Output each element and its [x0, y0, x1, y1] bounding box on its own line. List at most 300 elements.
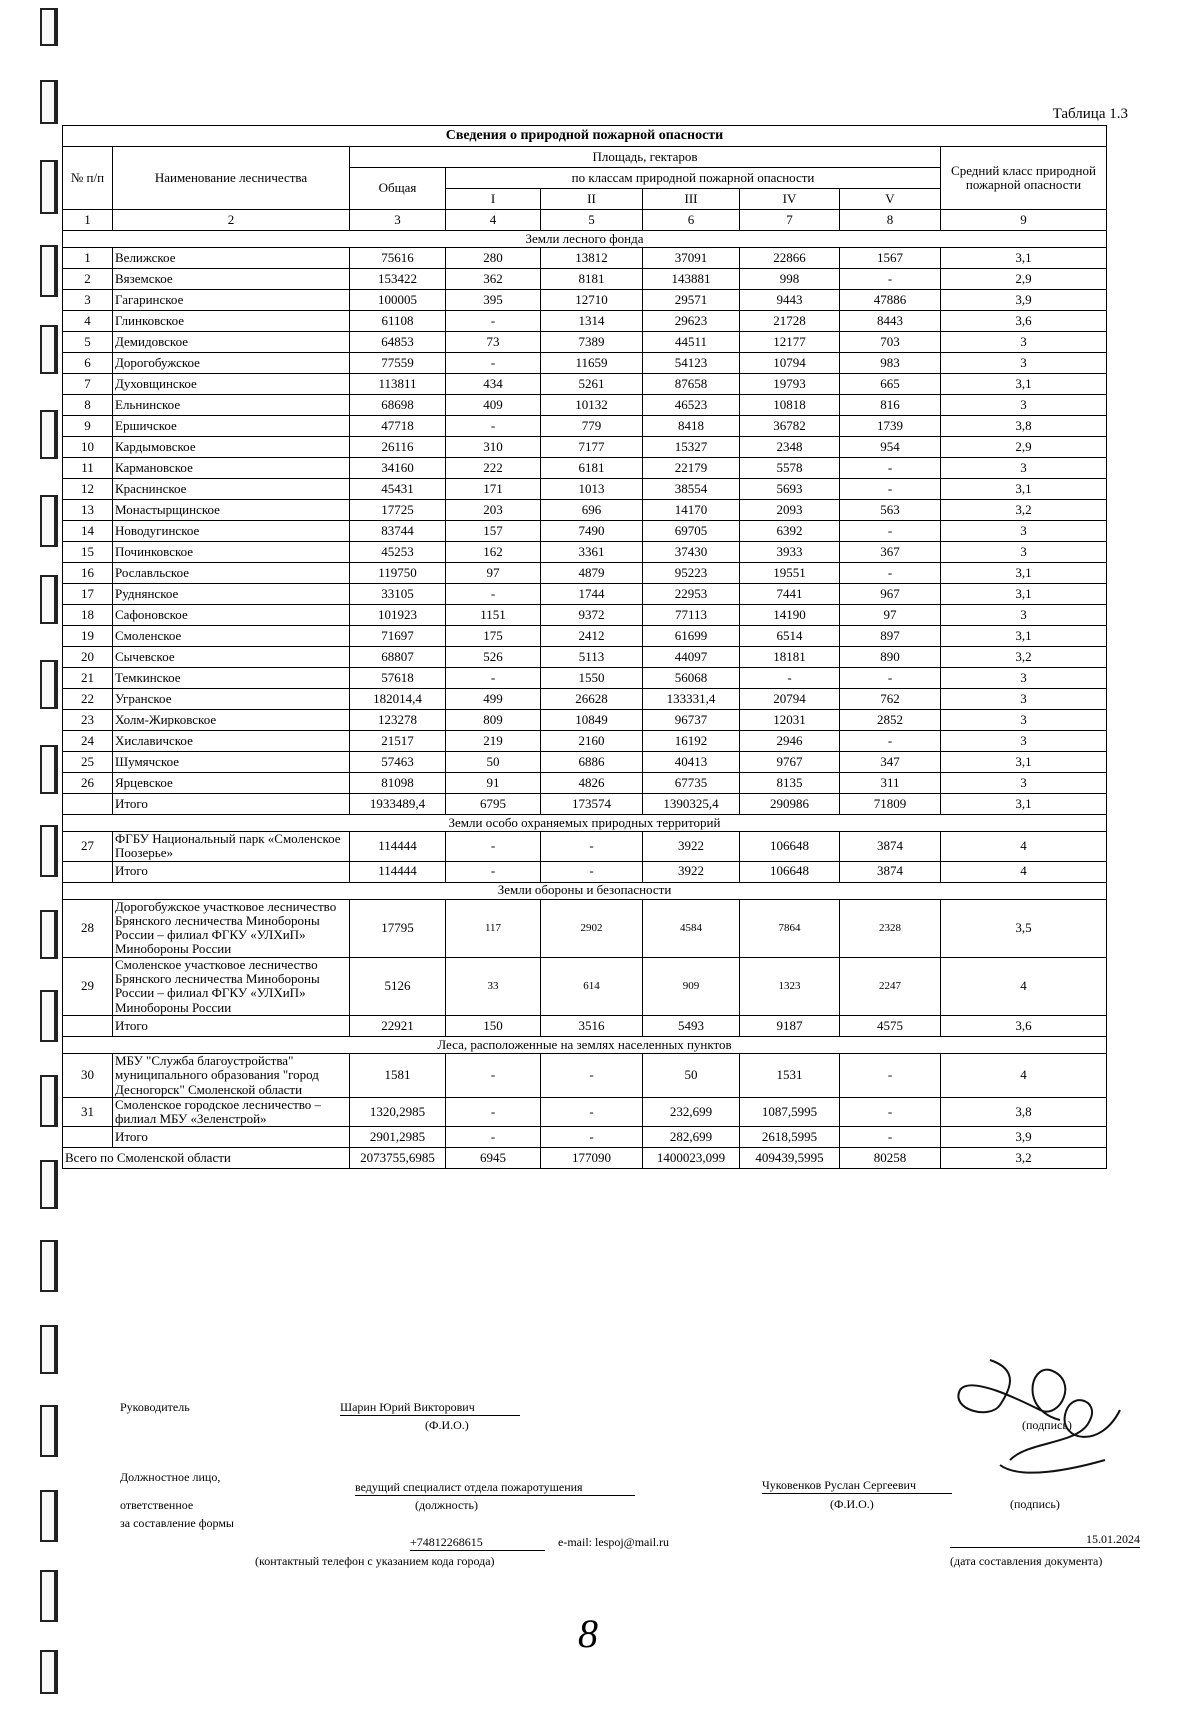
table-cell: 10132	[541, 395, 643, 416]
table-cell: 6514	[740, 626, 840, 647]
table-cell: 12031	[740, 710, 840, 731]
table-cell: 3	[941, 542, 1107, 563]
table-cell: -	[840, 668, 941, 689]
table-cell: 563	[840, 500, 941, 521]
table-cell: 779	[541, 416, 643, 437]
forestry-name: Угранское	[113, 689, 350, 710]
table-cell: -	[446, 584, 541, 605]
table-cell: 97	[446, 563, 541, 584]
table-cell: 10	[63, 437, 113, 458]
table-cell: -	[541, 832, 643, 862]
forestry-name: Ельнинское	[113, 395, 350, 416]
document-date: 15.01.2024	[950, 1532, 1140, 1548]
table-cell: 3	[941, 395, 1107, 416]
table-cell: 54123	[643, 353, 740, 374]
table-cell: 7490	[541, 521, 643, 542]
table-cell: 3,8	[941, 1097, 1107, 1127]
fire-danger-table	[62, 125, 1107, 1169]
table-cell: 367	[840, 542, 941, 563]
official-label-3: за составление формы	[120, 1516, 234, 1530]
table-cell: 967	[840, 584, 941, 605]
total-row	[63, 1015, 1107, 1036]
forestry-name: Шумячское	[113, 752, 350, 773]
table-row	[63, 542, 1107, 563]
table-cell: 2902	[541, 899, 643, 957]
table-cell: 8443	[840, 311, 941, 332]
table-row	[63, 689, 1107, 710]
header-area: Площадь, гектаров	[350, 147, 941, 168]
section-title: Леса, расположенные на землях населенных пунктов	[63, 1036, 1107, 1053]
section-title: Земли особо охраняемых природных территорий	[63, 815, 1107, 832]
contact-email: e-mail: lespoj@mail.ru	[558, 1535, 670, 1549]
table-cell: 22866	[740, 248, 840, 269]
table-cell: 4	[941, 1053, 1107, 1097]
table-cell: -	[446, 668, 541, 689]
forestry-name: Дорогобужское участковое лесничество Брянского лесничества Минобороны России – филиал ФГКУ «УЛХиП» Минобороны России	[113, 899, 350, 957]
table-cell: 2,9	[941, 269, 1107, 290]
forestry-name: Духовщинское	[113, 374, 350, 395]
col-number: 9	[941, 210, 1107, 231]
total-row	[63, 861, 1107, 882]
table-cell: -	[840, 269, 941, 290]
table-cell: 3361	[541, 542, 643, 563]
table-cell: 703	[840, 332, 941, 353]
total-cell: 106648	[740, 861, 840, 882]
table-cell: 96737	[643, 710, 740, 731]
total-label: Итого	[113, 1015, 350, 1036]
grand-total-cell: 3,2	[941, 1148, 1107, 1169]
forestry-name: МБУ "Служба благоустройства" муниципального образования "город Десногорск" Смоленской области	[113, 1053, 350, 1097]
total-cell: 150	[446, 1015, 541, 1036]
table-row	[63, 479, 1107, 500]
table-cell: 77559	[350, 353, 446, 374]
col-number: 1	[63, 210, 113, 231]
table-cell: 816	[840, 395, 941, 416]
table-row	[63, 773, 1107, 794]
table-cell: 3	[941, 710, 1107, 731]
table-cell: 3,6	[941, 311, 1107, 332]
table-cell: 46523	[643, 395, 740, 416]
table-cell: 1567	[840, 248, 941, 269]
table-cell: 12177	[740, 332, 840, 353]
table-row	[63, 311, 1107, 332]
position-caption: (должность)	[415, 1498, 478, 1512]
table-cell: 2247	[840, 957, 941, 1015]
table-cell: 665	[840, 374, 941, 395]
forestry-name: Починковское	[113, 542, 350, 563]
table-cell: 5113	[541, 647, 643, 668]
header-class-1: I	[446, 189, 541, 210]
table-cell: 26	[63, 773, 113, 794]
total-cell: 282,699	[643, 1127, 740, 1148]
table-cell: 75616	[350, 248, 446, 269]
total-cell: 1933489,4	[350, 794, 446, 815]
table-row	[63, 668, 1107, 689]
table-cell: 114444	[350, 832, 446, 862]
table-row	[63, 626, 1107, 647]
grand-total-cell: 6945	[446, 1148, 541, 1169]
table-row	[63, 647, 1107, 668]
table-cell: 954	[840, 437, 941, 458]
binder-mark	[40, 1325, 58, 1374]
table-cell: 3	[63, 290, 113, 311]
table-cell: 3,8	[941, 416, 1107, 437]
forestry-name: Дорогобужское	[113, 353, 350, 374]
total-cell	[63, 794, 113, 815]
table-cell: 30	[63, 1053, 113, 1097]
binder-mark	[40, 1405, 58, 1457]
table-cell: 10849	[541, 710, 643, 731]
table-cell: 3	[941, 332, 1107, 353]
forestry-name: Глинковское	[113, 311, 350, 332]
official-name: Чуковенков Руслан Сергеевич	[762, 1478, 952, 1494]
table-cell: 16192	[643, 731, 740, 752]
table-cell: 3	[941, 458, 1107, 479]
table-cell: 21728	[740, 311, 840, 332]
table-row	[63, 416, 1107, 437]
total-cell	[63, 861, 113, 882]
table-cell: 100005	[350, 290, 446, 311]
table-cell: 56068	[643, 668, 740, 689]
table-cell: 20	[63, 647, 113, 668]
official-label-1: Должностное лицо,	[120, 1470, 221, 1484]
header-by-class: по классам природной пожарной опасности	[446, 168, 941, 189]
table-cell: 310	[446, 437, 541, 458]
table-cell: -	[446, 353, 541, 374]
table-cell: 1013	[541, 479, 643, 500]
table-cell: 1744	[541, 584, 643, 605]
total-cell: 3516	[541, 1015, 643, 1036]
total-cell: 4575	[840, 1015, 941, 1036]
total-cell: -	[446, 1127, 541, 1148]
forestry-name: Темкинское	[113, 668, 350, 689]
table-row	[63, 521, 1107, 542]
table-cell: 44097	[643, 647, 740, 668]
table-cell: 7177	[541, 437, 643, 458]
binder-mark	[40, 1240, 58, 1292]
table-cell: 1739	[840, 416, 941, 437]
section-title: Земли лесного фонда	[63, 231, 1107, 248]
table-cell: -	[840, 563, 941, 584]
table-cell: 61699	[643, 626, 740, 647]
forestry-name: Кармановское	[113, 458, 350, 479]
report-table-wrapper	[62, 125, 1106, 1169]
table-cell: 21	[63, 668, 113, 689]
table-cell: 2	[63, 269, 113, 290]
table-cell: 36782	[740, 416, 840, 437]
forestry-name: Хиславичское	[113, 731, 350, 752]
table-cell: 91	[446, 773, 541, 794]
section-title: Земли обороны и безопасности	[63, 882, 1107, 899]
table-cell: 2412	[541, 626, 643, 647]
handwritten-signature	[930, 1350, 1130, 1500]
forestry-name: Смоленское участковое лесничество Брянского лесничества Минобороны России – филиал ФГКУ «УЛХиП» Минобороны России	[113, 957, 350, 1015]
table-cell: 29571	[643, 290, 740, 311]
grand-total-cell: 177090	[541, 1148, 643, 1169]
col-number: 2	[113, 210, 350, 231]
table-cell: 25	[63, 752, 113, 773]
table-cell: 47718	[350, 416, 446, 437]
col-number: 5	[541, 210, 643, 231]
forestry-name: Смоленское городское лесничество – филиал МБУ «Зеленстрой»	[113, 1097, 350, 1127]
table-cell: 3	[941, 353, 1107, 374]
official-fio-caption: (Ф.И.О.)	[830, 1497, 874, 1511]
table-cell: 1087,5995	[740, 1097, 840, 1127]
total-cell: 290986	[740, 794, 840, 815]
date-caption: (дата составления документа)	[950, 1554, 1103, 1568]
table-cell: 33	[446, 957, 541, 1015]
table-cell: 14190	[740, 605, 840, 626]
table-cell: 61108	[350, 311, 446, 332]
table-cell: 1323	[740, 957, 840, 1015]
table-cell: 1320,2985	[350, 1097, 446, 1127]
table-cell: 22179	[643, 458, 740, 479]
table-cell: 5693	[740, 479, 840, 500]
table-cell: 18	[63, 605, 113, 626]
total-cell	[63, 1015, 113, 1036]
table-cell: 3933	[740, 542, 840, 563]
head-sign-caption: (подпись)	[1022, 1418, 1072, 1432]
binder-mark	[40, 1490, 58, 1542]
table-cell: 499	[446, 689, 541, 710]
table-cell: -	[541, 1053, 643, 1097]
col-number: 8	[840, 210, 941, 231]
table-row	[63, 500, 1107, 521]
table-cell: 171	[446, 479, 541, 500]
total-cell: 9187	[740, 1015, 840, 1036]
header-num: № п/п	[63, 147, 113, 210]
table-cell: -	[840, 521, 941, 542]
table-cell: -	[541, 1097, 643, 1127]
forestry-name: Смоленское	[113, 626, 350, 647]
official-position: ведущий специалист отдела пожаротушения	[355, 1480, 635, 1496]
table-cell: 3	[941, 773, 1107, 794]
table-cell: 4879	[541, 563, 643, 584]
header-class-3: III	[643, 189, 740, 210]
table-cell: 64853	[350, 332, 446, 353]
table-cell: 280	[446, 248, 541, 269]
table-cell: 526	[446, 647, 541, 668]
table-cell: 7864	[740, 899, 840, 957]
table-cell: 106648	[740, 832, 840, 862]
table-cell: 153422	[350, 269, 446, 290]
table-cell: 3	[941, 668, 1107, 689]
table-cell: -	[840, 731, 941, 752]
forestry-name: Монастырщинское	[113, 500, 350, 521]
table-cell: 614	[541, 957, 643, 1015]
col-number: 4	[446, 210, 541, 231]
binder-mark	[40, 825, 58, 877]
total-cell: 1390325,4	[643, 794, 740, 815]
table-cell: 809	[446, 710, 541, 731]
table-cell: -	[840, 458, 941, 479]
table-cell: -	[446, 1097, 541, 1127]
head-name: Шарин Юрий Викторович	[340, 1400, 520, 1416]
section-row	[63, 231, 1107, 248]
table-cell: 409	[446, 395, 541, 416]
table-cell: 117	[446, 899, 541, 957]
forestry-name: Новодугинское	[113, 521, 350, 542]
table-title: Сведения о природной пожарной опасности	[63, 126, 1107, 147]
section-row	[63, 815, 1107, 832]
table-row	[63, 458, 1107, 479]
table-cell: 1581	[350, 1053, 446, 1097]
table-cell: 23	[63, 710, 113, 731]
table-cell: 3,1	[941, 626, 1107, 647]
table-row	[63, 1097, 1107, 1127]
table-cell: 6886	[541, 752, 643, 773]
table-cell: 6181	[541, 458, 643, 479]
forestry-name: Сычевское	[113, 647, 350, 668]
table-row	[63, 752, 1107, 773]
table-cell: 40413	[643, 752, 740, 773]
total-cell: 3,6	[941, 1015, 1107, 1036]
table-cell: 182014,4	[350, 689, 446, 710]
table-cell: 9	[63, 416, 113, 437]
table-cell: 897	[840, 626, 941, 647]
total-label: Итого	[113, 861, 350, 882]
table-row	[63, 269, 1107, 290]
table-cell: 68698	[350, 395, 446, 416]
table-cell: 14170	[643, 500, 740, 521]
table-cell: 17	[63, 584, 113, 605]
official-sign-caption: (подпись)	[1010, 1497, 1060, 1511]
page-number: 8	[578, 1611, 598, 1656]
table-cell: 2348	[740, 437, 840, 458]
table-cell: 24	[63, 731, 113, 752]
forestry-name: Краснинское	[113, 479, 350, 500]
table-cell: 13	[63, 500, 113, 521]
table-row	[63, 1053, 1107, 1097]
table-cell: 2946	[740, 731, 840, 752]
table-cell: 222	[446, 458, 541, 479]
total-row	[63, 1127, 1107, 1148]
table-row	[63, 248, 1107, 269]
table-cell: 28	[63, 899, 113, 957]
table-cell: -	[840, 479, 941, 500]
table-cell: -	[840, 1097, 941, 1127]
table-cell: 10818	[740, 395, 840, 416]
table-cell: 1151	[446, 605, 541, 626]
table-cell: 2,9	[941, 437, 1107, 458]
table-cell: 29623	[643, 311, 740, 332]
table-cell: 232,699	[643, 1097, 740, 1127]
binder-mark	[40, 1075, 58, 1127]
table-cell: 909	[643, 957, 740, 1015]
table-cell: -	[840, 1053, 941, 1097]
table-cell: 998	[740, 269, 840, 290]
table-cell: 762	[840, 689, 941, 710]
table-cell: 3,1	[941, 248, 1107, 269]
table-cell: 5261	[541, 374, 643, 395]
table-cell: 20794	[740, 689, 840, 710]
table-cell: 3	[941, 521, 1107, 542]
table-row	[63, 395, 1107, 416]
total-cell: 5493	[643, 1015, 740, 1036]
grand-total-label: Всего по Смоленской области	[63, 1148, 350, 1169]
table-cell: 17795	[350, 899, 446, 957]
table-cell: 8181	[541, 269, 643, 290]
table-cell: 97	[840, 605, 941, 626]
table-cell: 3874	[840, 832, 941, 862]
total-cell: -	[446, 861, 541, 882]
table-cell: 3,1	[941, 584, 1107, 605]
col-number: 7	[740, 210, 840, 231]
table-cell: -	[446, 832, 541, 862]
total-cell: 3,9	[941, 1127, 1107, 1148]
section-row	[63, 882, 1107, 899]
total-cell	[63, 1127, 113, 1148]
total-cell: 114444	[350, 861, 446, 882]
table-cell: -	[446, 311, 541, 332]
table-cell: 119750	[350, 563, 446, 584]
table-cell: 5126	[350, 957, 446, 1015]
table-cell: 37430	[643, 542, 740, 563]
grand-total-cell: 409439,5995	[740, 1148, 840, 1169]
total-cell: 4	[941, 861, 1107, 882]
table-cell: 45431	[350, 479, 446, 500]
forestry-name: Кардымовское	[113, 437, 350, 458]
table-cell: 4	[941, 832, 1107, 862]
table-cell: 3	[941, 689, 1107, 710]
table-cell: 44511	[643, 332, 740, 353]
table-cell: 219	[446, 731, 541, 752]
header-name: Наименование лесничества	[113, 147, 350, 210]
table-cell: 157	[446, 521, 541, 542]
table-cell: 5	[63, 332, 113, 353]
table-cell: 3,5	[941, 899, 1107, 957]
total-label: Итого	[113, 1127, 350, 1148]
table-cell: 87658	[643, 374, 740, 395]
table-cell: 203	[446, 500, 541, 521]
total-cell: -	[541, 861, 643, 882]
contact-phone: +74812268615	[410, 1535, 545, 1551]
total-cell: 3874	[840, 861, 941, 882]
table-cell: 7389	[541, 332, 643, 353]
binder-mark	[40, 660, 58, 709]
forestry-name: Руднянское	[113, 584, 350, 605]
binder-mark	[40, 1650, 58, 1694]
grand-total-row	[63, 1148, 1107, 1169]
table-cell: 9372	[541, 605, 643, 626]
table-cell: 2852	[840, 710, 941, 731]
table-cell: 1531	[740, 1053, 840, 1097]
table-row	[63, 332, 1107, 353]
table-cell: 2328	[840, 899, 941, 957]
table-cell: 67735	[643, 773, 740, 794]
table-cell: 95223	[643, 563, 740, 584]
table-cell: 26628	[541, 689, 643, 710]
grand-total-cell: 80258	[840, 1148, 941, 1169]
forestry-name: Ершичское	[113, 416, 350, 437]
table-cell: 33105	[350, 584, 446, 605]
table-cell: 19551	[740, 563, 840, 584]
binder-mark	[40, 325, 58, 374]
header-avg-class: Средний класс природной пожарной опасности	[941, 147, 1107, 210]
total-cell: 71809	[840, 794, 941, 815]
header-class-4: IV	[740, 189, 840, 210]
grand-total-cell: 1400023,099	[643, 1148, 740, 1169]
table-row	[63, 605, 1107, 626]
official-label-2: ответственное	[120, 1498, 194, 1512]
table-cell: 1550	[541, 668, 643, 689]
table-cell: 3,1	[941, 752, 1107, 773]
total-cell: -	[840, 1127, 941, 1148]
header-total: Общая	[350, 168, 446, 210]
table-cell: 77113	[643, 605, 740, 626]
table-row	[63, 957, 1107, 1015]
table-cell: 15	[63, 542, 113, 563]
